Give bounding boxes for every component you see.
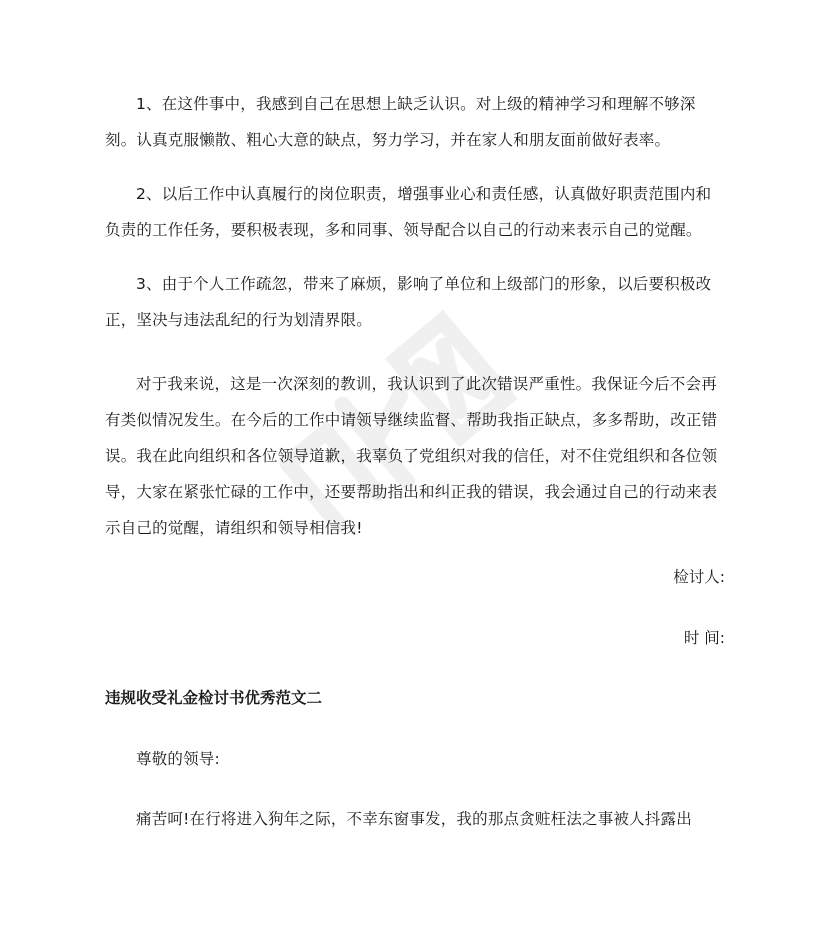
date-label: 时 间: [683,629,725,647]
paragraph-4: 对于我来说，这是一次深刻的教训，我认识到了此次错误严重性。我保证今后不会再有类似情况发生。在今后的工作中请领导继续监督、帮助我指正缺点，多多帮助，改正错误。我在此向组织和各位领导道歉，我辜负了党组织对我的信任，对不住党组织和各位领导，大家在紧张忙碌的工作中，还要帮助指出和纠正我的错误，我会通过自己的行动来表示自己的觉醒，请组织和领导相信我! [105,375,718,537]
paragraph-2: 2、以后工作中认真履行的岗位职责，增强事业心和责任感，认真做好职责范围内和负责的工作任务，要积极表现，多和同事、领导配合以自己的行动来表示自己的觉醒。 [105,185,712,239]
paragraph-3: 3、由于个人工作疏忽，带来了麻烦，影响了单位和上级部门的形象，以后要积极改正，坚决与违法乱纪的行为划清界限。 [105,275,712,329]
paragraph-1: 1、在这件事中，我感到自己在思想上缺乏认识。对上级的精神学习和理解不够深刻。认真克服懒散、粗心大意的缺点，努力学习，并在家人和朋友面前做好表率。 [105,95,696,149]
salutation: 尊敬的领导: [136,750,220,768]
signature-label: 检讨人: [673,568,725,586]
section-heading: 违规收受礼金检讨书优秀范文二 [105,689,323,707]
paragraph-5: 痛苦呵!在行将进入狗年之际，不幸东窗事发，我的那点贪赃枉法之事被人抖露出 [136,810,692,828]
